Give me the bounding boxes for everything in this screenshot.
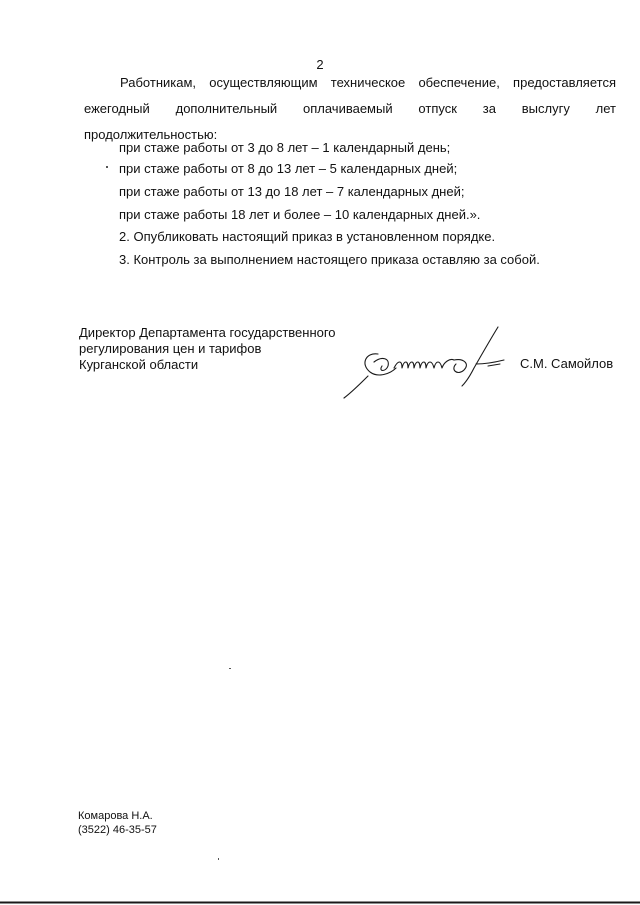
body-intro-paragraph: Работникам, осуществляющим техническое обеспечение, предоставляется ежегодный дополнительный оплачиваемый отпуск за выслугу лет продолжительностью: [84, 75, 616, 142]
scan-speck [229, 668, 231, 669]
page-bottom-edge [0, 899, 640, 905]
handwritten-signature [338, 324, 508, 404]
signatory-title-line-1: Директор Департамента государственного [79, 325, 336, 340]
page-number: 2 [316, 57, 324, 72]
scan-speck [106, 166, 108, 168]
signer-name: С.М. Самойлов [520, 356, 614, 371]
list-item-service-3-8: при стаже работы от 3 до 8 лет – 1 календарный день; [119, 140, 451, 155]
signatory-title-line-3: Курганской области [79, 357, 199, 372]
point-2-publish: 2. Опубликовать настоящий приказ в установленном порядке. [119, 229, 496, 244]
list-item-service-8-13: при стаже работы от 8 до 13 лет – 5 календарных дней; [119, 161, 458, 176]
footer-author: Комарова Н.А. [78, 810, 153, 822]
signatory-title-line-2: регулирования цен и тарифов [79, 341, 262, 356]
footer-phone: (3522) 46-35-57 [78, 824, 157, 836]
point-3-control: 3. Контроль за выполнением настоящего приказа оставляю за собой. [119, 252, 540, 267]
list-item-service-13-18: при стаже работы от 13 до 18 лет – 7 календарных дней; [119, 184, 465, 199]
list-item-service-18-plus: при стаже работы 18 лет и более – 10 календарных дней.». [119, 207, 481, 222]
signatory-title [79, 325, 336, 373]
footer-contact [78, 809, 157, 837]
scan-speck [218, 858, 219, 860]
